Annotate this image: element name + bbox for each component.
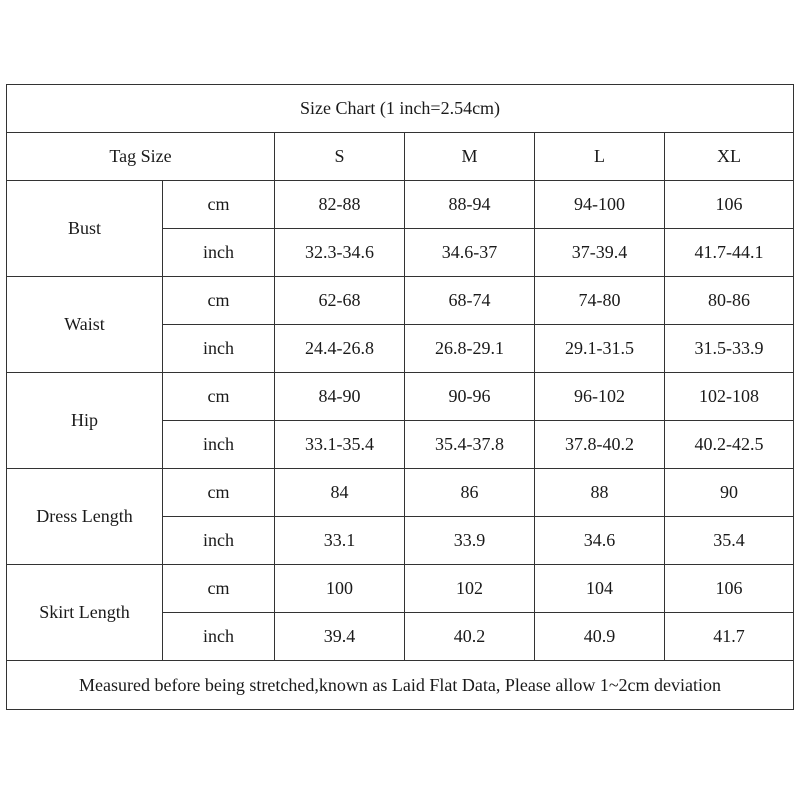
unit-cell: cm bbox=[163, 565, 275, 613]
size-header: S bbox=[275, 133, 405, 181]
header-row bbox=[7, 133, 794, 181]
table-row bbox=[7, 469, 794, 517]
value-cell: 106 bbox=[665, 565, 794, 613]
value-cell: 39.4 bbox=[275, 613, 405, 661]
value-cell: 26.8-29.1 bbox=[405, 325, 535, 373]
value-cell: 40.9 bbox=[535, 613, 665, 661]
value-cell: 40.2 bbox=[405, 613, 535, 661]
value-cell: 84 bbox=[275, 469, 405, 517]
value-cell: 86 bbox=[405, 469, 535, 517]
value-cell: 33.1-35.4 bbox=[275, 421, 405, 469]
measurement-name: Hip bbox=[7, 373, 163, 469]
value-cell: 106 bbox=[665, 181, 794, 229]
value-cell: 35.4-37.8 bbox=[405, 421, 535, 469]
value-cell: 37.8-40.2 bbox=[535, 421, 665, 469]
size-chart-table bbox=[6, 84, 794, 710]
value-cell: 84-90 bbox=[275, 373, 405, 421]
measurement-name: Skirt Length bbox=[7, 565, 163, 661]
unit-cell: inch bbox=[163, 421, 275, 469]
value-cell: 102 bbox=[405, 565, 535, 613]
value-cell: 41.7-44.1 bbox=[665, 229, 794, 277]
unit-cell: cm bbox=[163, 373, 275, 421]
table-row bbox=[7, 181, 794, 229]
value-cell: 80-86 bbox=[665, 277, 794, 325]
measurement-name: Waist bbox=[7, 277, 163, 373]
value-cell: 37-39.4 bbox=[535, 229, 665, 277]
unit-cell: cm bbox=[163, 277, 275, 325]
value-cell: 68-74 bbox=[405, 277, 535, 325]
value-cell: 88 bbox=[535, 469, 665, 517]
unit-cell: cm bbox=[163, 469, 275, 517]
value-cell: 33.1 bbox=[275, 517, 405, 565]
value-cell: 90 bbox=[665, 469, 794, 517]
table-row bbox=[7, 565, 794, 613]
value-cell: 40.2-42.5 bbox=[665, 421, 794, 469]
unit-cell: inch bbox=[163, 325, 275, 373]
note-row bbox=[7, 661, 794, 710]
value-cell: 24.4-26.8 bbox=[275, 325, 405, 373]
value-cell: 41.7 bbox=[665, 613, 794, 661]
unit-cell: cm bbox=[163, 181, 275, 229]
value-cell: 96-102 bbox=[535, 373, 665, 421]
unit-cell: inch bbox=[163, 613, 275, 661]
measurement-note: Measured before being stretched,known as Laid Flat Data, Please allow 1~2cm deviation bbox=[7, 661, 794, 710]
value-cell: 82-88 bbox=[275, 181, 405, 229]
value-cell: 88-94 bbox=[405, 181, 535, 229]
value-cell: 29.1-31.5 bbox=[535, 325, 665, 373]
value-cell: 90-96 bbox=[405, 373, 535, 421]
value-cell: 94-100 bbox=[535, 181, 665, 229]
value-cell: 32.3-34.6 bbox=[275, 229, 405, 277]
value-cell: 102-108 bbox=[665, 373, 794, 421]
value-cell: 34.6-37 bbox=[405, 229, 535, 277]
tag-size-header: Tag Size bbox=[7, 133, 275, 181]
size-header: M bbox=[405, 133, 535, 181]
value-cell: 33.9 bbox=[405, 517, 535, 565]
measurement-name: Dress Length bbox=[7, 469, 163, 565]
value-cell: 62-68 bbox=[275, 277, 405, 325]
value-cell: 74-80 bbox=[535, 277, 665, 325]
title-row bbox=[7, 85, 794, 133]
value-cell: 35.4 bbox=[665, 517, 794, 565]
value-cell: 100 bbox=[275, 565, 405, 613]
size-header: L bbox=[535, 133, 665, 181]
value-cell: 34.6 bbox=[535, 517, 665, 565]
value-cell: 31.5-33.9 bbox=[665, 325, 794, 373]
measurement-name: Bust bbox=[7, 181, 163, 277]
table-row bbox=[7, 277, 794, 325]
unit-cell: inch bbox=[163, 517, 275, 565]
size-header: XL bbox=[665, 133, 794, 181]
table-row bbox=[7, 373, 794, 421]
unit-cell: inch bbox=[163, 229, 275, 277]
value-cell: 104 bbox=[535, 565, 665, 613]
chart-title: Size Chart (1 inch=2.54cm) bbox=[7, 85, 794, 133]
